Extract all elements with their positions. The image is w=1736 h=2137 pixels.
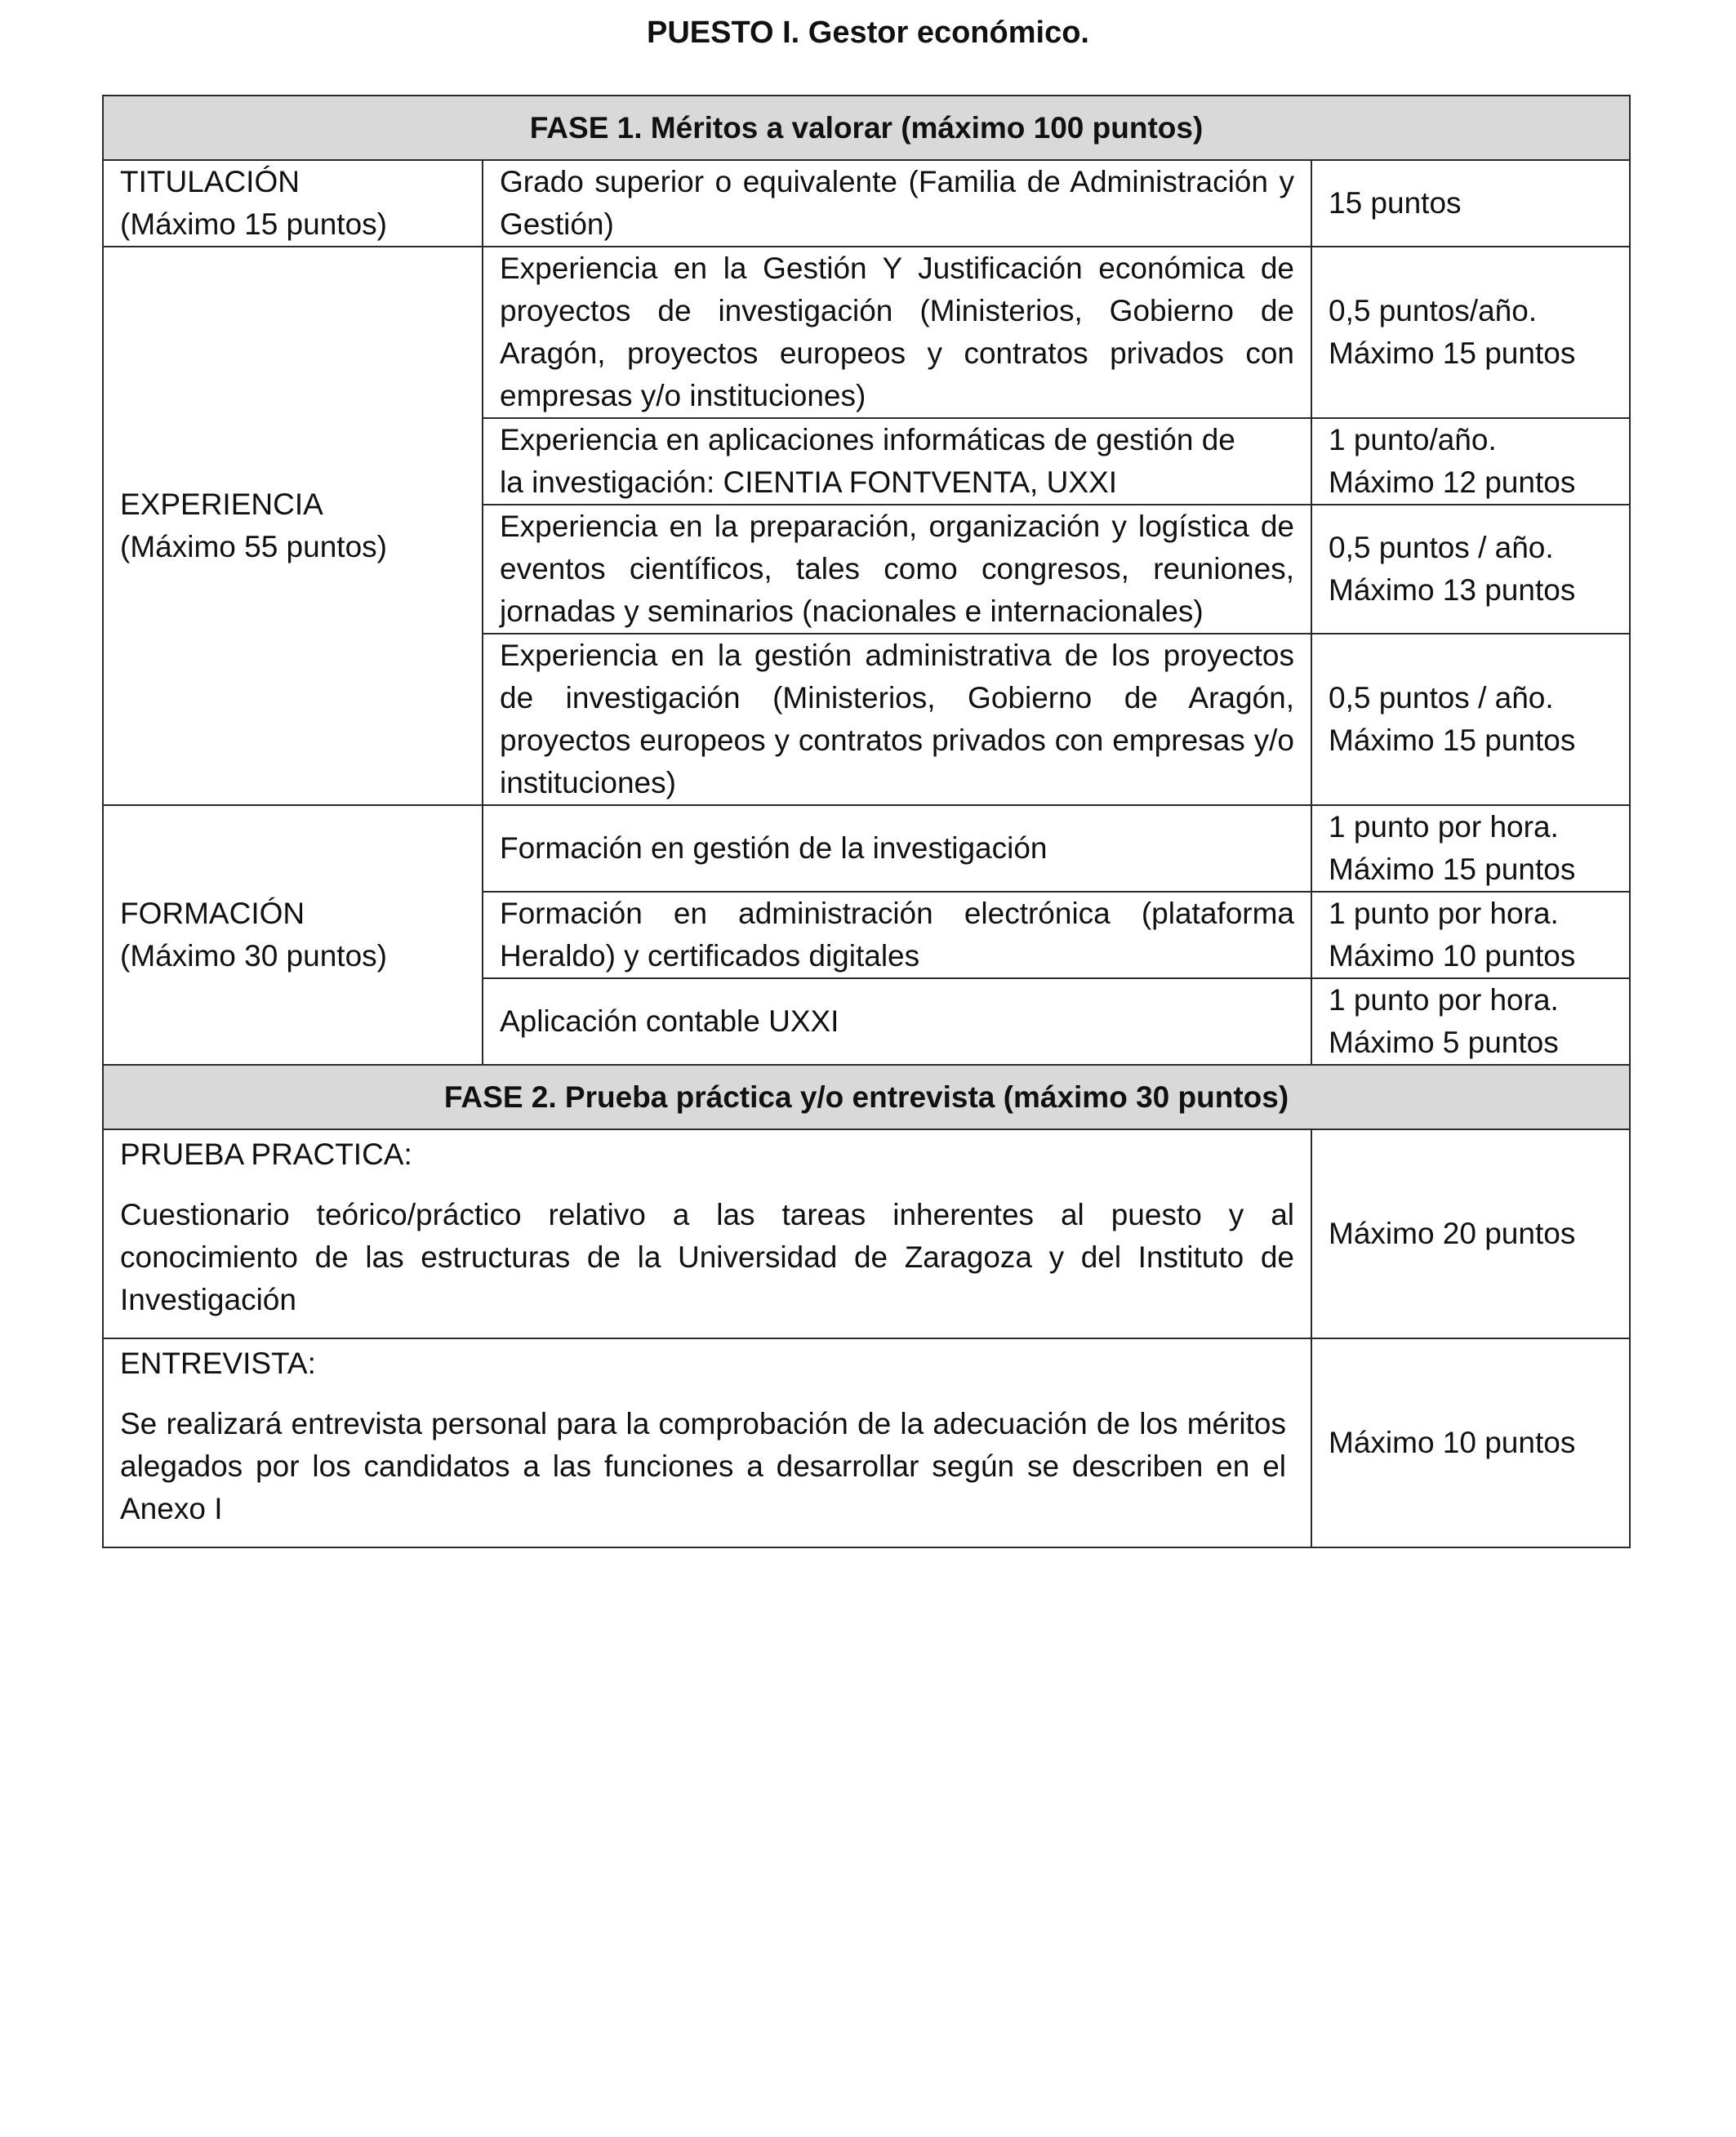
formacion-max-2: Máximo 10 puntos [1329,939,1576,973]
titulacion-desc: Grado superior o equivalente (Familia de Administración y Gestión) [483,160,1311,247]
phase2-header: FASE 2. Prueba práctica y/o entrevista (máximo 30 puntos) [103,1065,1630,1129]
formacion-max-1: Máximo 15 puntos [1329,853,1576,886]
experiencia-desc-2 [483,418,1311,505]
formacion-desc-1: Formación en gestión de la investigación [483,805,1311,892]
entrevista-label: ENTREVISTA: [120,1347,316,1380]
titulacion-category-cell [103,160,483,247]
formacion-rate-3: 1 punto por hora. [1329,983,1559,1017]
experiencia-desc-3: Experiencia en la preparación, organización y logística de eventos científicos, tales como congresos, reuniones, jornadas y seminarios (nacionales e internacionales) [483,505,1311,634]
entrevista-cell [103,1338,1311,1547]
experiencia-rate-2: 1 punto/año. [1329,423,1497,456]
formacion-max-3: Máximo 5 puntos [1329,1026,1559,1059]
experiencia-rate-3: 0,5 puntos / año. [1329,531,1554,564]
titulacion-max: (Máximo 15 puntos) [120,207,387,241]
phase1-header-row [103,96,1630,160]
formacion-desc-2: Formación en administración electrónica (plataforma Heraldo) y certificados digitales [483,892,1311,978]
experiencia-category-cell [103,247,483,805]
experiencia-points-3 [1311,505,1630,634]
titulacion-row [103,160,1630,247]
experiencia-max-1: Máximo 15 puntos [1329,336,1576,370]
titulacion-category: TITULACIÓN [120,165,300,198]
experiencia-desc-2-line1: Experiencia en aplicaciones informáticas de gestión de [500,423,1235,456]
experiencia-max-4: Máximo 15 puntos [1329,723,1576,757]
experiencia-max-2: Máximo 12 puntos [1329,465,1576,499]
prueba-desc: Cuestionario teórico/práctico relativo a las tareas inherentes al puesto y al conocimiento de las estructuras de la Universidad de Zaragoza y del Instituto de Investigación [120,1198,1294,1316]
experiencia-rate-4: 0,5 puntos / año. [1329,681,1554,715]
formacion-category-cell [103,805,483,1065]
formacion-desc-3: Aplicación contable UXXI [483,978,1311,1065]
phase2-header-row [103,1065,1630,1129]
formacion-category: FORMACIÓN [120,897,305,930]
formacion-row-1 [103,805,1630,892]
formacion-rate-1: 1 punto por hora. [1329,810,1559,844]
prueba-row [103,1129,1630,1338]
prueba-points: Máximo 20 puntos [1311,1129,1630,1338]
phase1-header: FASE 1. Méritos a valorar (máximo 100 puntos) [103,96,1630,160]
experiencia-desc-2-line2: la investigación: CIENTIA FONTVENTA, UXXI [500,465,1117,499]
experiencia-max-3: Máximo 13 puntos [1329,573,1576,607]
formacion-points-3 [1311,978,1630,1065]
entrevista-points: Máximo 10 puntos [1311,1338,1630,1547]
experiencia-desc-1: Experiencia en la Gestión Y Justificación económica de proyectos de investigación (Ministerios, Gobierno de Aragón, proyectos europeos y contratos privados con empresas y/o instituciones) [483,247,1311,418]
experiencia-points-1 [1311,247,1630,418]
formacion-points-2 [1311,892,1630,978]
entrevista-desc: Se realizará entrevista personal para la comprobación de la adecuación de los méritos alegados por los candidatos a las funciones a desarrollar según se describen en el Anexo I [120,1407,1286,1525]
experiencia-desc-4: Experiencia en la gestión administrativa de los proyectos de investigación (Ministerios, Gobierno de Aragón, proyectos europeos y contratos privados con empresas y/o instituciones) [483,634,1311,805]
prueba-label: PRUEBA PRACTICA: [120,1138,412,1171]
merits-table [102,95,1631,1548]
experiencia-category: EXPERIENCIA [120,488,323,521]
prueba-cell [103,1129,1311,1338]
formacion-points-1 [1311,805,1630,892]
experiencia-max: (Máximo 55 puntos) [120,530,387,563]
document-title: PUESTO I. Gestor económico. [647,16,1089,50]
experiencia-points-2 [1311,418,1630,505]
experiencia-points-4 [1311,634,1630,805]
formacion-rate-2: 1 punto por hora. [1329,897,1559,930]
experiencia-rate-1: 0,5 puntos/año. [1329,294,1538,327]
titulacion-points: 15 puntos [1311,160,1630,247]
experiencia-row-1 [103,247,1630,418]
entrevista-row [103,1338,1630,1547]
formacion-max: (Máximo 30 puntos) [120,939,387,973]
